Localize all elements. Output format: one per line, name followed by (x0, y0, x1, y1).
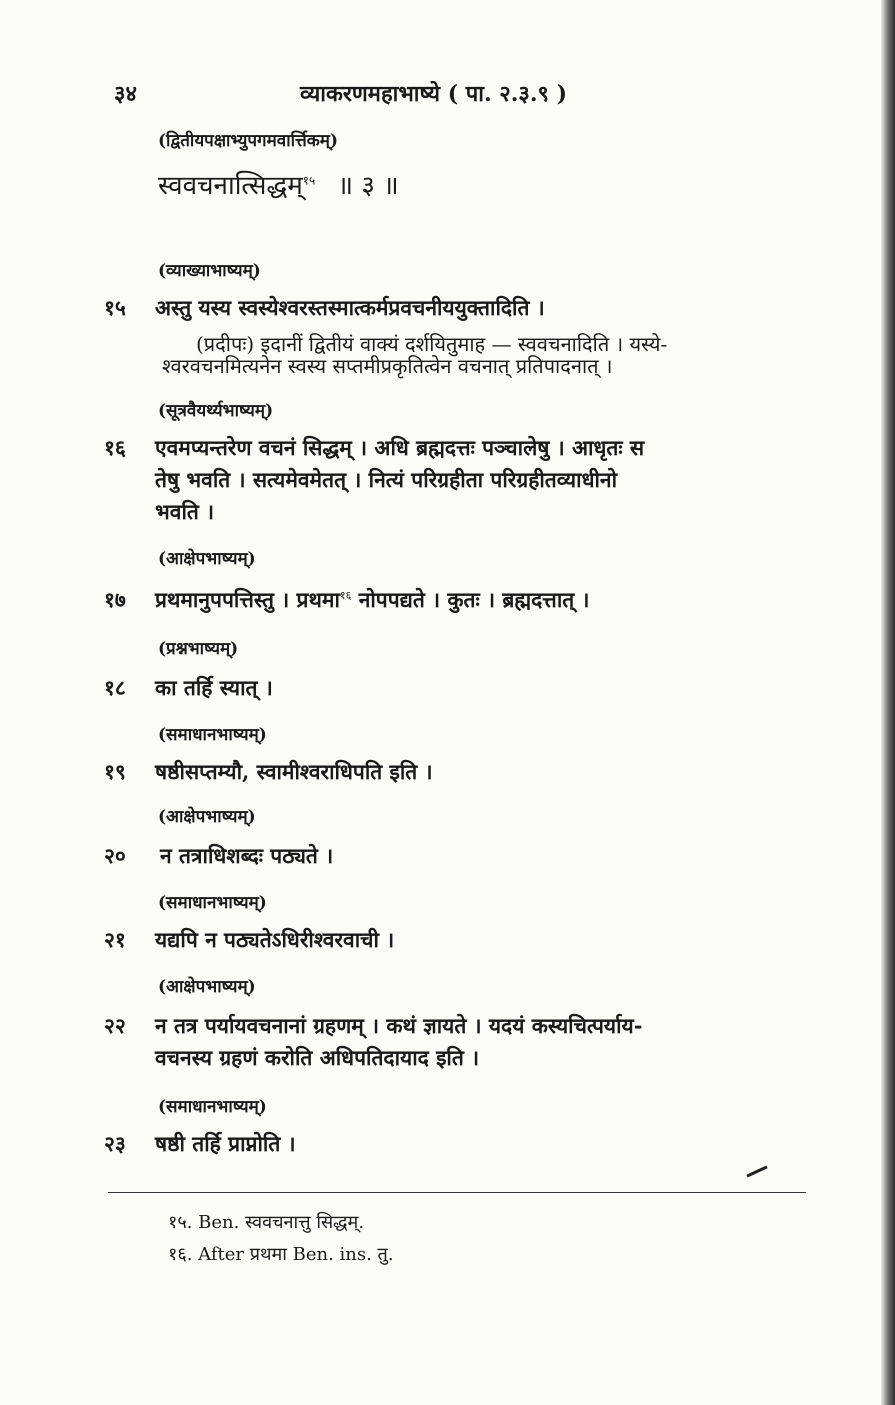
line-number: २३ (104, 1131, 126, 1156)
line-number: १५ (104, 295, 126, 320)
line-number: १८ (104, 675, 126, 700)
footnote: १५. Ben. स्ववचनात्तु सिद्धम्. (168, 1212, 365, 1233)
footnote-rule (108, 1192, 806, 1193)
vartika-text: स्ववचनात्सिद्धम् (158, 171, 303, 201)
footnote-marker: १५ (302, 173, 316, 188)
section-label: (आक्षेपभाष्यम्) (158, 807, 256, 827)
bhashya-text: वचनस्य ग्रहणं करोति अधिपतिदायाद इति । (155, 1045, 480, 1070)
bhashya-text: एवमप्यन्तरेण वचनं सिद्धम् । अधि ब्रह्मदत्तः पञ्चालेषु । आधृतः स (155, 435, 645, 460)
line-number: २० (104, 843, 126, 868)
pradipa-commentary: (प्रदीपः) इदानीं द्वितीयं वाक्यं दर्शयितुमाह — स्ववचनादिति । यस्ये- (196, 332, 668, 356)
section-label: (प्रश्नभाष्यम्) (158, 639, 239, 659)
bhashya-text (155, 586, 590, 614)
section-label: (व्याख्याभाष्यम्) (158, 261, 261, 281)
section-label: (द्वितीयपक्षाभ्युपगमवार्त्तिकम्) (158, 131, 339, 151)
running-title: व्याकरणमहाभाष्ये ( पा. २.३.९ ) (300, 81, 567, 107)
section-label: (आक्षेपभाष्यम्) (158, 977, 256, 997)
section-label: (समाधानभाष्यम्) (158, 893, 267, 913)
line-number: २२ (104, 1013, 126, 1038)
bhashya-text: षष्ठी तर्हि प्राप्नोति । (155, 1131, 296, 1156)
line-number: २१ (104, 927, 126, 952)
bhashya-text: तेषु भवति । सत्यमेवमेतत् । नित्यं परिग्रहीता परिग्रहीतव्याधीनो (155, 467, 618, 492)
footnote-marker: १६ (339, 589, 352, 602)
scan-edge-shadow (881, 0, 895, 1405)
line-number: १७ (104, 587, 126, 612)
footnote: १६. After प्रथमा Ben. ins. तु. (168, 1244, 394, 1265)
scan-mark (746, 1165, 767, 1177)
section-label: (समाधानभाष्यम्) (158, 1097, 267, 1117)
section-label: (समाधानभाष्यम्) (158, 725, 267, 745)
section-label: (आक्षेपभाष्यम्) (158, 549, 256, 569)
bhashya-text-part: प्रथमानुपपत्तिस्तु । प्रथमा (155, 587, 340, 612)
bhashya-text: षष्ठीसप्तम्यौ, स्वामीश्वराधिपति इति । (155, 759, 433, 784)
line-number: १६ (104, 435, 126, 460)
line-number: १९ (104, 759, 126, 784)
bhashya-text: का तर्हि स्यात् । (155, 675, 273, 700)
page-number: ३४ (114, 81, 137, 107)
bhashya-text: न तत्र पर्यायवचनानां ग्रहणम् । कथं ज्ञायते । यदयं कस्यचित्पर्याय- (155, 1013, 643, 1038)
section-label: (सूत्रवैयर्थ्यभाष्यम्) (158, 401, 274, 421)
bhashya-text-part: नोपपद्यते । कुतः । ब्रह्मदत्तात् । (358, 587, 590, 612)
bhashya-text: यद्यपि न पठ्यतेऽधिरीश्वरवाची । (155, 927, 395, 952)
bhashya-text: भवति । (155, 499, 215, 524)
vartika-number: ॥ ३ ॥ (337, 171, 399, 201)
vartika-line (158, 166, 399, 202)
bhashya-text: अस्तु यस्य स्वस्येश्वरस्तस्मात्कर्मप्रवचनीययुक्तादिति । (155, 295, 545, 320)
bhashya-text: न तत्राधिशब्दः पठ्यते । (160, 843, 334, 868)
pradipa-commentary: श्वरवचनमित्यनेन स्वस्य सप्तमीप्रकृतित्वेन वचनात् प्रतिपादनात् । (162, 354, 613, 378)
